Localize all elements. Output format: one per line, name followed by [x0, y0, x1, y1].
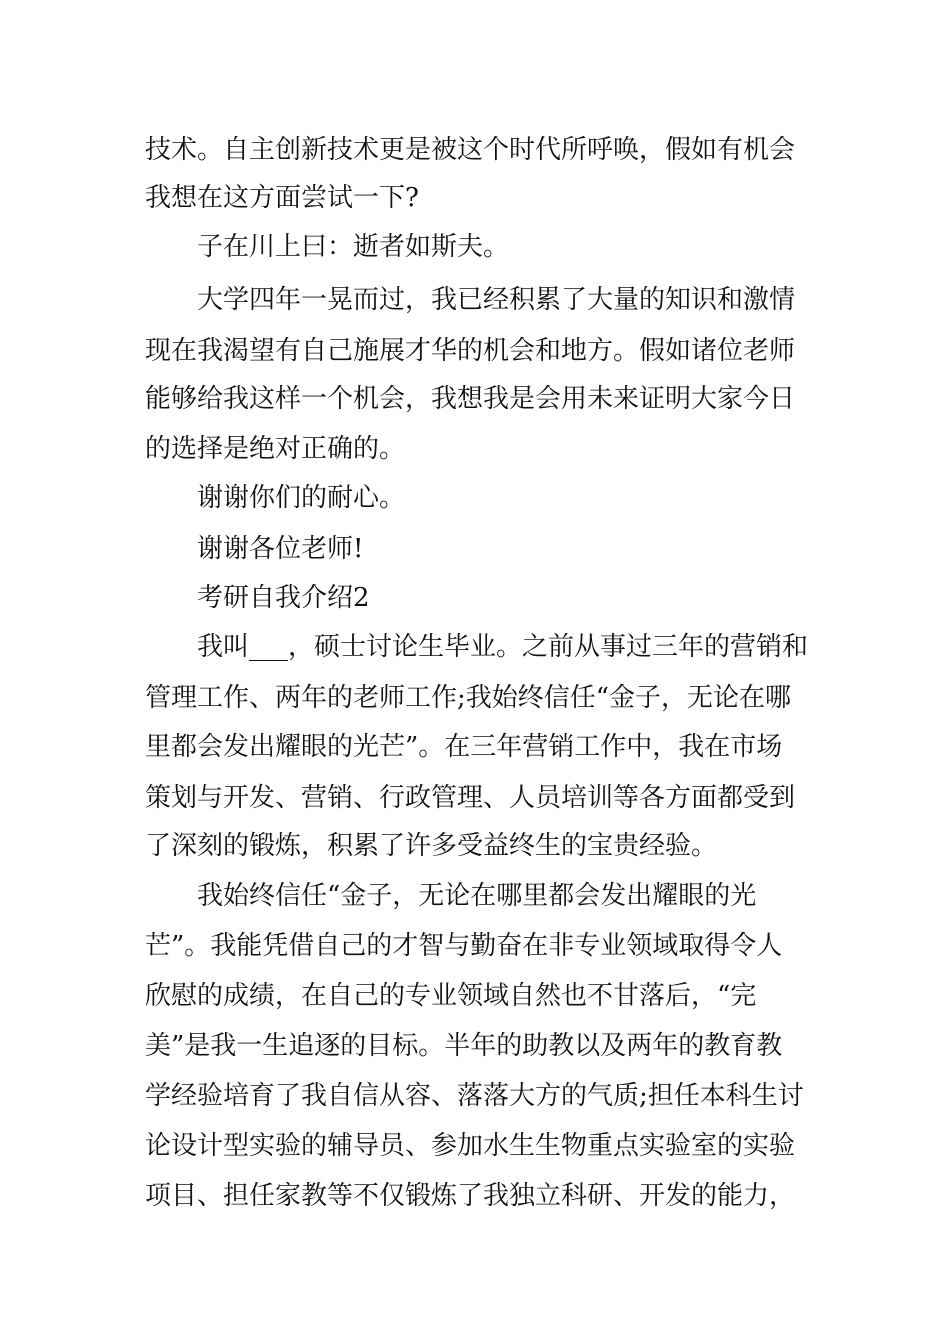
- text-line: 学经验培育了我自信从容、落落大方的气质;担任本科生讨: [145, 1081, 804, 1111]
- text-line: 策划与开发、营销、行政管理、人员培训等各方面都受到: [145, 783, 796, 813]
- text-line: 谢谢各位老师!: [197, 534, 364, 564]
- text-line: 欣慰的成绩，在自己的专业领域自然也不甘落后，“完: [145, 981, 757, 1011]
- text-line: 美”是我一生追逐的目标。半年的助教以及两年的教育教: [145, 1031, 783, 1061]
- text-line: 我叫___，硕士讨论生毕业。之前从事过三年的营销和: [197, 632, 809, 662]
- text-line: 能够给我这样一个机会，我想我是会用未来证明大家今日: [145, 384, 796, 414]
- section-heading: 考研自我介绍2: [197, 583, 370, 613]
- text-line: 了深刻的锻炼，积累了许多受益终生的宝贵经验。: [145, 831, 718, 861]
- text-line: 现在我渴望有自己施展才华的机会和地方。假如诸位老师: [145, 336, 796, 366]
- text-line: 项目、担任家教等不仅锻炼了我独立科研、开发的能力，: [145, 1181, 796, 1211]
- text-line: 的选择是绝对正确的。: [145, 434, 406, 464]
- text-line: 论设计型实验的辅导员、参加水生生物重点实验室的实验: [145, 1131, 796, 1161]
- text-line: 技术。自主创新技术更是被这个时代所呼唤，假如有机会: [145, 135, 796, 165]
- text-line: 芒”。我能凭借自己的才智与勤奋在非专业领域取得令人: [145, 931, 783, 961]
- text-line: 管理工作、两年的老师工作;我始终信任“金子，无论在哪: [145, 683, 792, 713]
- text-line: 我始终信任“金子，无论在哪里都会发出耀眼的光: [197, 881, 757, 911]
- text-line: 里都会发出耀眼的光芒”。在三年营销工作中，我在市场: [145, 732, 783, 762]
- text-line: 我想在这方面尝试一下?: [145, 183, 419, 213]
- text-line: 子在川上曰：逝者如斯夫。: [197, 232, 510, 262]
- text-line: 谢谢你们的耐心。: [197, 483, 406, 513]
- text-line: 大学四年一晃而过，我已经积累了大量的知识和激情: [197, 285, 796, 315]
